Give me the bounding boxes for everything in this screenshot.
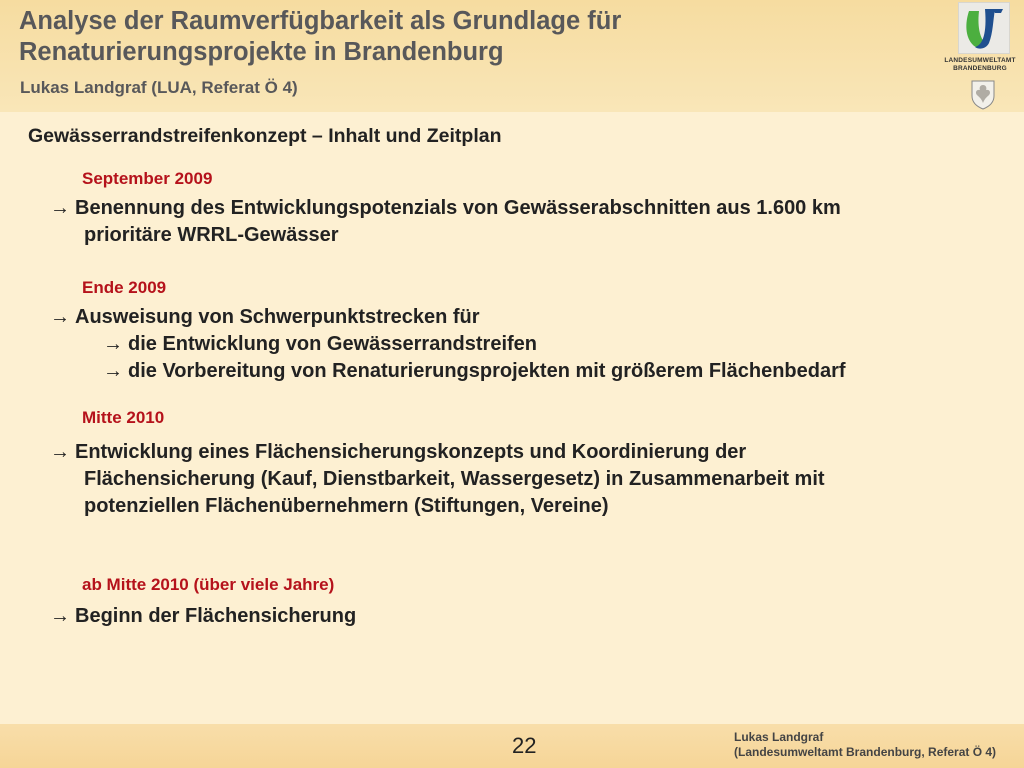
arrow-right-icon: → <box>50 605 70 627</box>
timeline-date-mitte-2010: Mitte 2010 <box>82 408 165 427</box>
slide-title <box>19 6 621 68</box>
brandenburg-eagle-crest-icon <box>970 78 996 110</box>
timeline-item-continuation: potenziellen Flächenübernehmern (Stiftungen, Vereine) <box>84 495 609 517</box>
footer-author-affiliation: (Landesumweltamt Brandenburg, Referat Ö 4) <box>734 745 997 759</box>
footer-band <box>0 724 1024 768</box>
timeline-item: → Entwicklung eines Flächensicherungskonzepts und Koordinierung der <box>50 439 746 466</box>
arrow-right-icon: → <box>103 360 123 382</box>
arrow-right-icon: → <box>50 441 70 463</box>
logo-name-line-1: LANDESUMWELTAMT <box>944 57 1016 64</box>
timeline-subitem: → die Vorbereitung von Renaturierungsprojekten mit größerem Flächenbedarf <box>103 358 846 385</box>
logo-name-line-2: BRANDENBURG <box>953 65 1007 72</box>
title-line-2: Renaturierungsprojekte in Brandenburg <box>19 38 504 66</box>
timeline-item-continuation: prioritäre WRRL-Gewässer <box>84 224 339 246</box>
arrow-right-icon: → <box>103 333 123 355</box>
lua-logo-icon <box>958 2 1010 54</box>
section-title: Gewässerrandstreifenkonzept – Inhalt und Zeitplan <box>28 125 502 147</box>
arrow-right-icon: → <box>50 306 70 328</box>
timeline-date-ab-mitte-2010: ab Mitte 2010 (über viele Jahre) <box>82 575 335 594</box>
timeline-item: → Benennung des Entwicklungspotenzials von Gewässerabschnitten aus 1.600 km <box>50 195 841 222</box>
timeline-item: → Beginn der Flächensicherung <box>50 603 356 630</box>
footer-author <box>734 730 996 760</box>
page-number: 22 <box>512 733 537 758</box>
slide-subtitle: Lukas Landgraf (LUA, Referat Ö 4) <box>20 78 298 97</box>
logo-name <box>938 57 1022 73</box>
footer-author-name: Lukas Landgraf <box>734 730 824 744</box>
header-band <box>0 0 1024 112</box>
timeline-item-continuation: Flächensicherung (Kauf, Dienstbarkeit, Wassergesetz) in Zusammenarbeit mit <box>84 468 825 490</box>
timeline-date-september-2009: September 2009 <box>82 169 213 188</box>
timeline-date-ende-2009: Ende 2009 <box>82 278 167 297</box>
landesumweltamt-logo <box>938 2 1022 110</box>
title-line-1: Analyse der Raumverfügbarkeit als Grundlage für <box>19 7 622 35</box>
timeline-subitem: → die Entwicklung von Gewässerrandstreifen <box>103 331 537 358</box>
timeline-item: → Ausweisung von Schwerpunktstrecken für <box>50 304 480 331</box>
arrow-right-icon: → <box>50 197 70 219</box>
